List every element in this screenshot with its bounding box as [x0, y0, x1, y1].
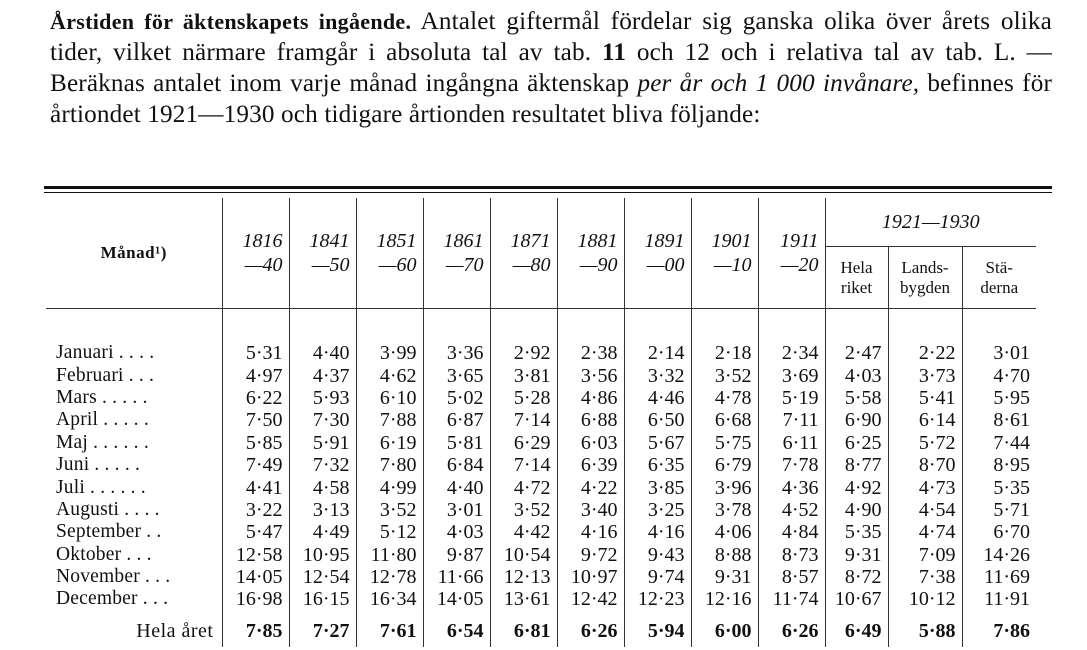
rate-cell: 5·35 — [962, 476, 1036, 498]
rate-cell: 3·65 — [423, 364, 490, 386]
rate-cell: 9·31 — [691, 566, 758, 588]
decade-group-header: 1921—1930 — [825, 198, 1036, 247]
rate-cell: 4·03 — [825, 364, 888, 386]
rate-cell: 16·34 — [356, 588, 423, 610]
rate-cell: 4·84 — [758, 521, 825, 543]
rate-cell: 6·19 — [356, 432, 423, 454]
paragraph-italic: per år och 1 000 invånare, — [637, 70, 920, 97]
rate-cell: 10·95 — [289, 544, 356, 566]
paragraph-text-1: Antalet giftermål fördelar sig ganska olika över årets olika tider, vilket närmare framgår i absoluta tal av tab. — [50, 8, 1052, 66]
rate-cell: 3·13 — [289, 499, 356, 521]
rate-cell: 2·22 — [888, 342, 962, 364]
paragraph-text-3: befinnes för årtiondet 1921—1930 och tidigare årtionden resultatet bliva följande: — [50, 70, 1052, 128]
rate-cell: 4·86 — [557, 387, 624, 409]
rate-cell: 6·84 — [423, 454, 490, 476]
period-header: 1851 —60 — [356, 198, 423, 309]
rate-cell: 5·71 — [962, 499, 1036, 521]
rate-cell: 7·78 — [758, 454, 825, 476]
rate-cell: 8·77 — [825, 454, 888, 476]
rate-cell: 5·75 — [691, 432, 758, 454]
rate-cell: 11·80 — [356, 544, 423, 566]
rate-cell: 10·54 — [490, 544, 557, 566]
rate-cell: 8·88 — [691, 544, 758, 566]
rate-cell: 3·01 — [962, 342, 1036, 364]
rate-cell: 6·70 — [962, 521, 1036, 543]
rate-cell: 10·67 — [825, 588, 888, 610]
rate-cell: 3·96 — [691, 476, 758, 498]
rate-cell: 11·66 — [423, 566, 490, 588]
rate-cell: 4·74 — [888, 521, 962, 543]
total-cell: 7·85 — [222, 617, 289, 647]
rate-cell: 2·34 — [758, 342, 825, 364]
rate-cell: 7·11 — [758, 409, 825, 431]
rate-cell: 4·70 — [962, 364, 1036, 386]
rate-cell: 12·42 — [557, 588, 624, 610]
month-label: Januari . . . . — [56, 342, 155, 364]
rate-cell: 2·38 — [557, 342, 624, 364]
rate-cell: 6·50 — [624, 409, 691, 431]
table-row — [46, 544, 1036, 566]
rate-cell: 4·62 — [356, 364, 423, 386]
table-row — [46, 521, 1036, 543]
rate-cell: 3·25 — [624, 499, 691, 521]
rate-cell: 6·39 — [557, 454, 624, 476]
month-label: Juli . . . . . . — [56, 476, 146, 498]
table-row — [46, 432, 1036, 454]
rate-cell: 2·47 — [825, 342, 888, 364]
rate-cell: 7·32 — [289, 454, 356, 476]
rate-cell: 12·16 — [691, 588, 758, 610]
month-column-header: Månad¹) — [46, 198, 222, 309]
rate-cell: 11·74 — [758, 588, 825, 610]
month-label: Maj . . . . . . — [56, 431, 149, 453]
table-row — [46, 364, 1036, 386]
rate-cell: 12·13 — [490, 566, 557, 588]
rate-cell: 8·95 — [962, 454, 1036, 476]
rate-cell: 4·16 — [557, 521, 624, 543]
rate-cell: 16·15 — [289, 588, 356, 610]
rate-cell: 3·52 — [691, 364, 758, 386]
rate-cell: 14·26 — [962, 544, 1036, 566]
rate-cell: 5·85 — [222, 432, 289, 454]
rate-cell: 3·78 — [691, 499, 758, 521]
period-header: 1891 —00 — [624, 198, 691, 309]
table-row — [46, 409, 1036, 431]
rate-cell: 6·03 — [557, 432, 624, 454]
rate-cell: 14·05 — [222, 566, 289, 588]
rate-cell: 7·09 — [888, 544, 962, 566]
rate-cell: 3·56 — [557, 364, 624, 386]
rate-cell: 6·22 — [222, 387, 289, 409]
rate-cell: 7·88 — [356, 409, 423, 431]
rate-cell: 4·58 — [289, 476, 356, 498]
rate-cell: 4·42 — [490, 521, 557, 543]
month-label: December . . . — [56, 588, 169, 610]
rate-cell: 7·49 — [222, 454, 289, 476]
rate-cell: 8·72 — [825, 566, 888, 588]
rate-cell: 4·40 — [289, 342, 356, 364]
rate-cell: 3·40 — [557, 499, 624, 521]
rate-cell: 4·37 — [289, 364, 356, 386]
rate-cell: 7·44 — [962, 432, 1036, 454]
period-header: 1881 —90 — [557, 198, 624, 309]
rate-cell: 13·61 — [490, 588, 557, 610]
rate-cell: 4·97 — [222, 364, 289, 386]
total-cell: 6·49 — [825, 617, 888, 647]
rate-cell: 5·47 — [222, 521, 289, 543]
rate-cell: 5·19 — [758, 387, 825, 409]
sub-header-staderna: Stä- derna — [962, 247, 1036, 309]
rate-cell: 6·87 — [423, 409, 490, 431]
rate-cell: 4·46 — [624, 387, 691, 409]
rate-cell: 4·78 — [691, 387, 758, 409]
rate-cell: 3·52 — [490, 499, 557, 521]
rate-cell: 7·14 — [490, 454, 557, 476]
rate-cell: 12·78 — [356, 566, 423, 588]
period-header: 1901 —10 — [691, 198, 758, 309]
rate-cell: 6·11 — [758, 432, 825, 454]
total-cell: 7·27 — [289, 617, 356, 647]
month-label: Februari . . . — [56, 364, 155, 386]
rate-cell: 5·72 — [888, 432, 962, 454]
rate-cell: 4·22 — [557, 476, 624, 498]
paragraph-text-2: och 12 och i relativa tal av tab. L. — Beräknas antalet inom varje månad ingångna äktenskap — [50, 39, 1052, 97]
rate-cell: 10·97 — [557, 566, 624, 588]
rate-cell: 6·68 — [691, 409, 758, 431]
period-header: 1816 —40 — [222, 198, 289, 309]
rate-cell: 6·14 — [888, 409, 962, 431]
rate-cell: 4·99 — [356, 476, 423, 498]
month-label: September . . — [56, 521, 162, 543]
rate-cell: 9·31 — [825, 544, 888, 566]
period-header: 1861 —70 — [423, 198, 490, 309]
rate-cell: 9·43 — [624, 544, 691, 566]
month-label: Augusti . . . . — [56, 498, 160, 520]
rate-cell: 6·79 — [691, 454, 758, 476]
total-label: Hela året — [136, 620, 214, 643]
rate-cell: 5·81 — [423, 432, 490, 454]
month-label: November . . . — [56, 566, 171, 588]
period-header: 1871 —80 — [490, 198, 557, 309]
table-row — [46, 454, 1036, 476]
table-top-rule — [44, 186, 1052, 189]
rate-cell: 10·12 — [888, 588, 962, 610]
rate-cell: 3·22 — [222, 499, 289, 521]
rate-cell: 4·41 — [222, 476, 289, 498]
rate-cell: 8·61 — [962, 409, 1036, 431]
rate-cell: 6·10 — [356, 387, 423, 409]
rate-cell: 12·58 — [222, 544, 289, 566]
table-row — [46, 476, 1036, 498]
section-heading: Årstiden för äktenskapets ingående. — [50, 9, 412, 34]
total-cell: 7·86 — [962, 617, 1036, 647]
table-row — [46, 588, 1036, 610]
rate-cell: 8·70 — [888, 454, 962, 476]
rate-cell: 3·99 — [356, 342, 423, 364]
rate-cell: 6·90 — [825, 409, 888, 431]
rate-cell: 5·02 — [423, 387, 490, 409]
month-label: Oktober . . . — [56, 543, 152, 565]
period-header: 1841 —50 — [289, 198, 356, 309]
rate-cell: 12·23 — [624, 588, 691, 610]
rate-cell: 12·54 — [289, 566, 356, 588]
rate-cell: 7·38 — [888, 566, 962, 588]
rate-cell: 7·30 — [289, 409, 356, 431]
rate-cell: 5·95 — [962, 387, 1036, 409]
rate-cell: 6·88 — [557, 409, 624, 431]
rate-cell: 6·29 — [490, 432, 557, 454]
rate-cell: 5·35 — [825, 521, 888, 543]
rate-cell: 5·67 — [624, 432, 691, 454]
rate-cell: 3·73 — [888, 364, 962, 386]
rate-cell: 4·40 — [423, 476, 490, 498]
rate-cell: 3·69 — [758, 364, 825, 386]
rate-cell: 7·50 — [222, 409, 289, 431]
rate-cell: 6·35 — [624, 454, 691, 476]
rate-cell: 2·18 — [691, 342, 758, 364]
rate-cell: 9·74 — [624, 566, 691, 588]
period-header: 1911 —20 — [758, 198, 825, 309]
rate-cell: 4·52 — [758, 499, 825, 521]
rate-cell: 4·36 — [758, 476, 825, 498]
rate-cell: 8·73 — [758, 544, 825, 566]
month-label: Mars . . . . . — [56, 386, 148, 408]
total-cell: 6·54 — [423, 617, 490, 647]
rate-cell: 2·14 — [624, 342, 691, 364]
total-cell: 6·00 — [691, 617, 758, 647]
total-cell: 5·94 — [624, 617, 691, 647]
sub-header-hela-riket: Hela riket — [825, 247, 888, 309]
total-cell: 7·61 — [356, 617, 423, 647]
rate-cell: 4·54 — [888, 499, 962, 521]
rate-cell: 4·92 — [825, 476, 888, 498]
rate-cell: 3·52 — [356, 499, 423, 521]
table-reference: 11 — [601, 39, 627, 66]
total-cell: 6·26 — [758, 617, 825, 647]
rate-cell: 3·01 — [423, 499, 490, 521]
total-cell: 5·88 — [888, 617, 962, 647]
table-row — [46, 499, 1036, 521]
rate-cell: 14·05 — [423, 588, 490, 610]
intro-paragraph — [50, 6, 1052, 130]
rate-cell: 3·32 — [624, 364, 691, 386]
total-row — [46, 617, 1036, 647]
rate-cell: 9·72 — [557, 544, 624, 566]
table-top-rule-thin — [44, 192, 1052, 193]
marriage-rate-table — [46, 198, 1036, 647]
table-row — [46, 387, 1036, 409]
rate-cell: 4·72 — [490, 476, 557, 498]
rate-cell: 6·25 — [825, 432, 888, 454]
rate-cell: 4·06 — [691, 521, 758, 543]
rate-cell: 3·81 — [490, 364, 557, 386]
rate-cell: 4·49 — [289, 521, 356, 543]
month-label: Juni . . . . . — [56, 454, 141, 476]
table-row — [46, 342, 1036, 364]
rate-cell: 5·12 — [356, 521, 423, 543]
rate-cell: 8·57 — [758, 566, 825, 588]
rate-cell: 4·03 — [423, 521, 490, 543]
rate-cell: 5·91 — [289, 432, 356, 454]
rate-cell: 4·16 — [624, 521, 691, 543]
rate-cell: 7·80 — [356, 454, 423, 476]
rate-cell: 7·14 — [490, 409, 557, 431]
table-row — [46, 566, 1036, 588]
rate-cell: 16·98 — [222, 588, 289, 610]
rate-cell: 2·92 — [490, 342, 557, 364]
rate-cell: 9·87 — [423, 544, 490, 566]
rate-cell: 5·93 — [289, 387, 356, 409]
month-label: April . . . . . — [56, 409, 149, 431]
total-cell: 6·26 — [557, 617, 624, 647]
rate-cell: 5·58 — [825, 387, 888, 409]
total-cell: 6·81 — [490, 617, 557, 647]
rate-cell: 3·85 — [624, 476, 691, 498]
rate-cell: 11·69 — [962, 566, 1036, 588]
rate-cell: 5·28 — [490, 387, 557, 409]
rate-cell: 11·91 — [962, 588, 1036, 610]
rate-cell: 3·36 — [423, 342, 490, 364]
rate-cell: 4·90 — [825, 499, 888, 521]
sub-header-landsbygden: Lands- bygden — [888, 247, 962, 309]
rate-cell: 4·73 — [888, 476, 962, 498]
rate-cell: 5·41 — [888, 387, 962, 409]
rate-cell: 5·31 — [222, 342, 289, 364]
